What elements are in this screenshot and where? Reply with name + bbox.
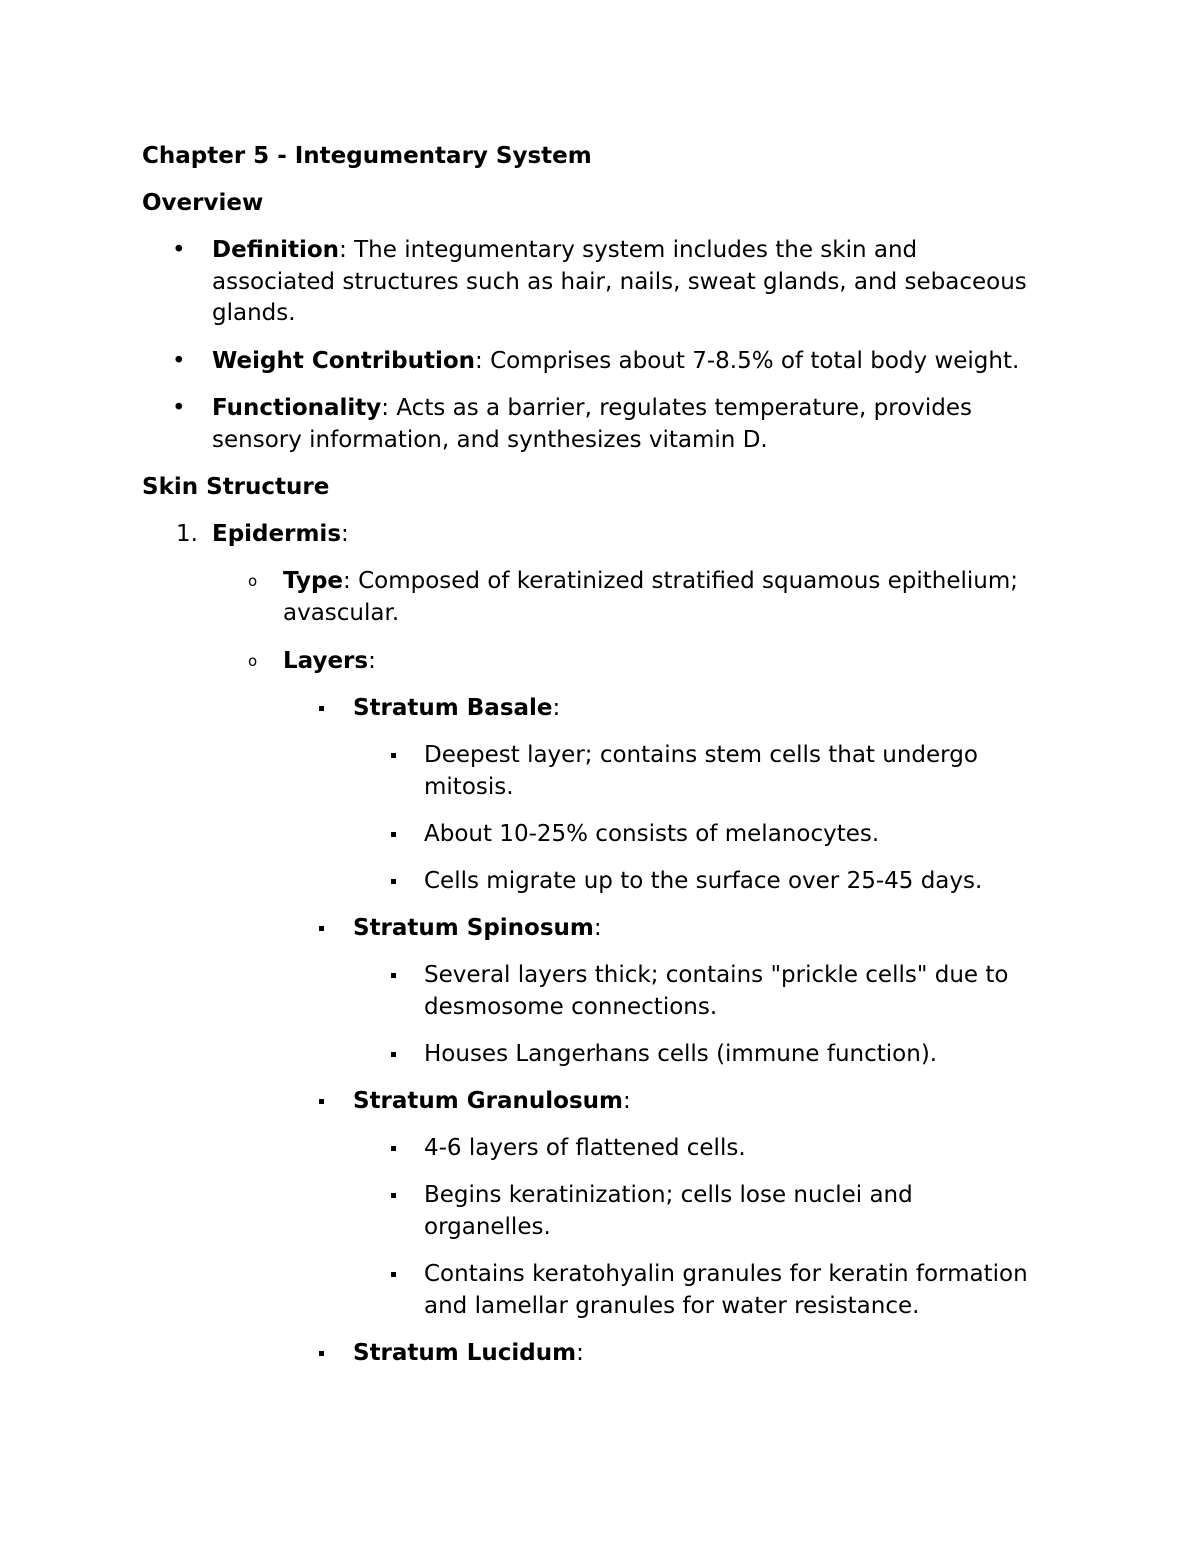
list-item xyxy=(283,565,1018,597)
stratum-spinosum-term: Stratum Spinosum xyxy=(353,915,594,941)
definition-text-line: glands. xyxy=(212,300,296,326)
list-item xyxy=(212,345,1019,377)
square-bullet-icon xyxy=(391,753,396,758)
definition-text-line: associated structures such as hair, nails, sweat glands, and sebaceous xyxy=(212,269,1027,295)
bullet-icon: • xyxy=(172,395,186,421)
square-bullet-icon xyxy=(391,1052,396,1057)
circle-bullet-icon: o xyxy=(248,572,258,590)
type-text: : Composed of keratinized stratified squamous epithelium; xyxy=(343,568,1019,594)
square-bullet-icon xyxy=(391,1272,396,1277)
epidermis-colon: : xyxy=(341,521,349,547)
list-item: Several layers thick; contains "prickle cells" due to xyxy=(424,962,1009,988)
stratum-colon: : xyxy=(576,1340,584,1366)
functionality-text-line: sensory information, and synthesizes vitamin D. xyxy=(212,427,768,453)
type-term: Type xyxy=(283,568,344,594)
page-title: Chapter 5 - Integumentary System xyxy=(142,143,592,169)
list-item: About 10-25% consists of melanocytes. xyxy=(424,821,880,847)
stratum-basale-term: Stratum Basale xyxy=(353,695,553,721)
square-bullet-icon xyxy=(391,973,396,978)
list-item xyxy=(353,1337,584,1369)
type-text-line: avascular. xyxy=(283,600,400,626)
stratum-colon: : xyxy=(552,695,561,721)
list-item xyxy=(212,518,349,550)
list-item: Contains keratohyalin granules for keratin formation xyxy=(424,1261,1028,1287)
square-bullet-icon xyxy=(391,879,396,884)
epidermis-term: Epidermis xyxy=(212,521,342,547)
square-bullet-icon xyxy=(319,1351,324,1356)
circle-bullet-icon: o xyxy=(248,652,258,670)
list-item: 4-6 layers of flattened cells. xyxy=(424,1135,746,1161)
list-item-continuation: and lamellar granules for water resistance. xyxy=(424,1293,920,1319)
stratum-granulosum-term: Stratum Granulosum xyxy=(353,1088,623,1114)
list-number: 1. xyxy=(176,521,198,547)
list-item xyxy=(353,1085,631,1117)
square-bullet-icon xyxy=(319,926,324,931)
stratum-colon: : xyxy=(593,915,602,941)
skin-structure-heading: Skin Structure xyxy=(142,474,330,500)
square-bullet-icon xyxy=(391,1193,396,1198)
functionality-text: : Acts as a barrier, regulates temperature, provides xyxy=(381,395,973,421)
list-item: Deepest layer; contains stem cells that undergo xyxy=(424,742,978,768)
list-item-continuation: desmosome connections. xyxy=(424,994,718,1020)
square-bullet-icon xyxy=(391,832,396,837)
list-item xyxy=(212,234,917,266)
weight-term: Weight Contribution xyxy=(212,348,476,374)
overview-heading: Overview xyxy=(142,190,264,216)
list-item xyxy=(212,392,972,424)
square-bullet-icon xyxy=(319,706,324,711)
list-item: Houses Langerhans cells (immune function). xyxy=(424,1041,938,1067)
definition-text: : The integumentary system includes the skin and xyxy=(339,237,918,263)
list-item-continuation: organelles. xyxy=(424,1214,551,1240)
stratum-colon: : xyxy=(622,1088,631,1114)
list-item-continuation: mitosis. xyxy=(424,774,514,800)
bullet-icon: • xyxy=(172,348,186,374)
list-item xyxy=(353,912,602,944)
definition-term: Definition xyxy=(212,237,340,263)
stratum-lucidum-term: Stratum Lucidum xyxy=(353,1340,577,1366)
layers-colon: : xyxy=(368,648,376,674)
list-item: Cells migrate up to the surface over 25-45 days. xyxy=(424,868,983,894)
list-item xyxy=(283,645,376,677)
list-item: Begins keratinization; cells lose nuclei and xyxy=(424,1182,913,1208)
layers-term: Layers xyxy=(283,648,369,674)
square-bullet-icon xyxy=(319,1099,324,1104)
list-item xyxy=(353,692,560,724)
bullet-icon: • xyxy=(172,237,186,263)
weight-text: : Comprises about 7-8.5% of total body weight. xyxy=(475,348,1020,374)
functionality-term: Functionality xyxy=(212,395,382,421)
square-bullet-icon xyxy=(391,1146,396,1151)
